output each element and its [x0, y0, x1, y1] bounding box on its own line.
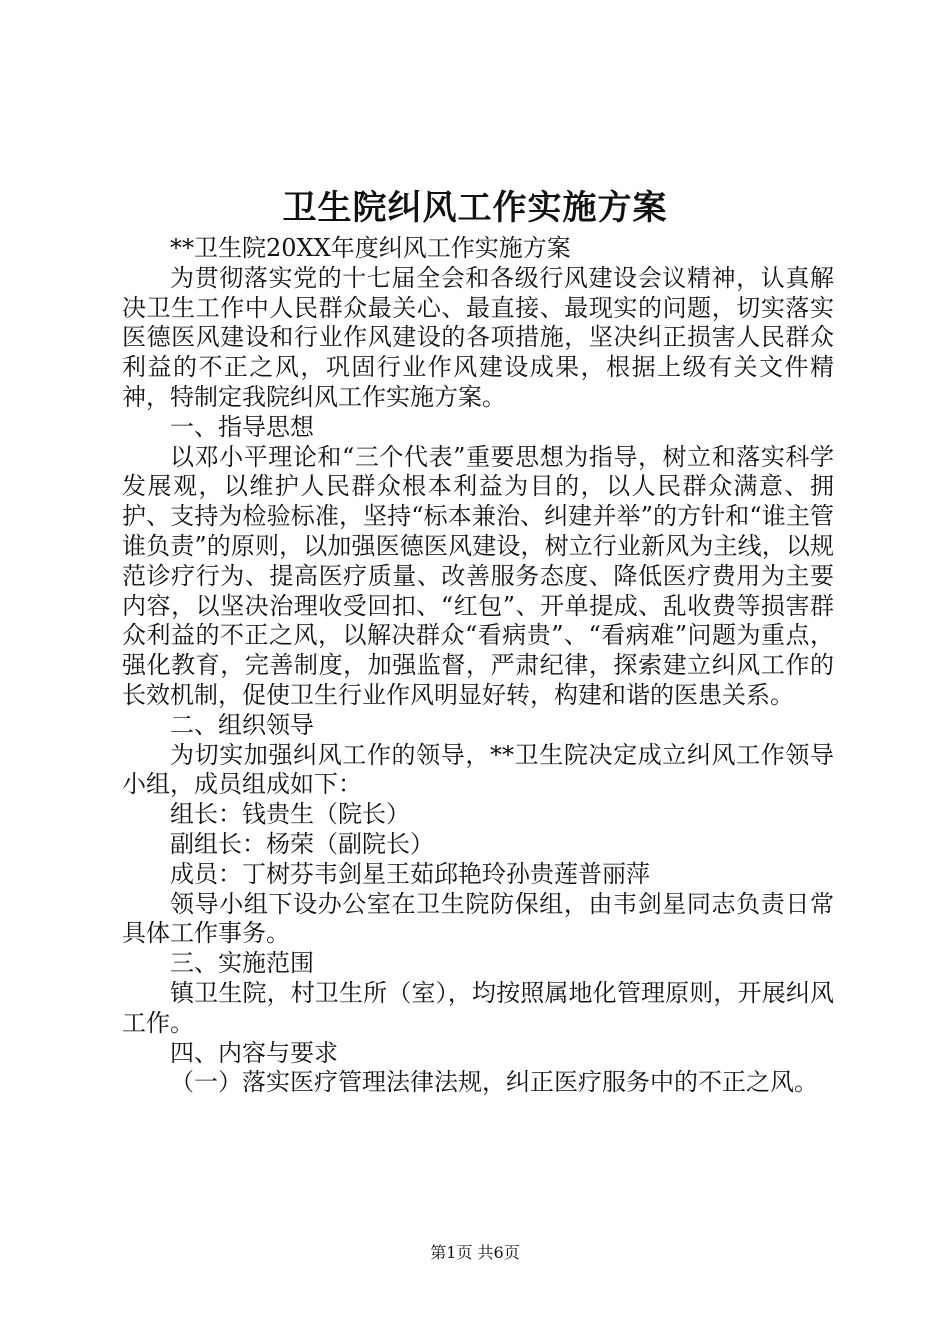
leadership-paragraph: 为切实加强纠风工作的领导，**卫生院决定成立纠风工作领导小组，成员组成如下：: [122, 740, 834, 799]
office-paragraph: 领导小组下设办公室在卫生院防保组，由韦剑星同志负责日常具体工作事务。: [122, 889, 834, 948]
scope-paragraph: 镇卫生院，村卫生所（室），均按照属地化管理原则，开展纠风工作。: [122, 978, 834, 1037]
section-heading-2: 二、组织领导: [170, 710, 314, 739]
document-title: 卫生院纠风工作实施方案: [282, 188, 668, 228]
subtitle-paragraph: **卫生院20XX年度纠风工作实施方案: [170, 234, 571, 262]
page-number: 第1页 共6页: [430, 1243, 520, 1262]
section-heading-3: 三、实施范围: [170, 949, 314, 978]
section-heading-4: 四、内容与要求: [170, 1038, 338, 1067]
members-line: 成员：丁树芬韦剑星王茹邱艳玲孙贵莲普丽萍: [170, 859, 650, 888]
leader-line: 组长：钱贵生（院长）: [170, 800, 410, 829]
guiding-thought-paragraph: 以邓小平理论和“三个代表”重要思想为指导，树立和落实科学发展观，以维护人民群众根本利益为目的，以人民群众满意、拥护、支持为检验标准，坚持“标本兼治、纠建并举”的方针和“谁主管谁负责”的原则，以加强医德医风建设，树立行业新风为主线，以规范诊疗行为、提高医疗质量、改善服务态度、降低医疗费用为主要内容，以坚决治理收受回扣、“红包”、开单提成、乱收费等损害群众利益的不正之风，以解决群众“看病贵”、“看病难”问题为重点，强化教育，完善制度，加强监督，严肃纪律，探索建立纠风工作的长效机制，促使卫生行业作风明显好转，构建和谐的医患关系。: [122, 442, 834, 709]
deputy-leader-line: 副组长：杨荣（副院长）: [170, 829, 434, 858]
section-heading-1: 一、指导思想: [170, 412, 314, 441]
requirement-paragraph-1: （一）落实医疗管理法律法规，纠正医疗服务中的不正之风。: [170, 1068, 818, 1097]
intro-paragraph: 为贯彻落实党的十七届全会和各级行风建设会议精神，认真解决卫生工作中人民群众最关心、最直接、最现实的问题，切实落实医德医风建设和行业作风建设的各项措施，坚决纠正损害人民群众利益的不正之风，巩固行业作风建设成果，根据上级有关文件精神，特制定我院纠风工作实施方案。: [122, 263, 834, 411]
document-body: [122, 234, 834, 1098]
